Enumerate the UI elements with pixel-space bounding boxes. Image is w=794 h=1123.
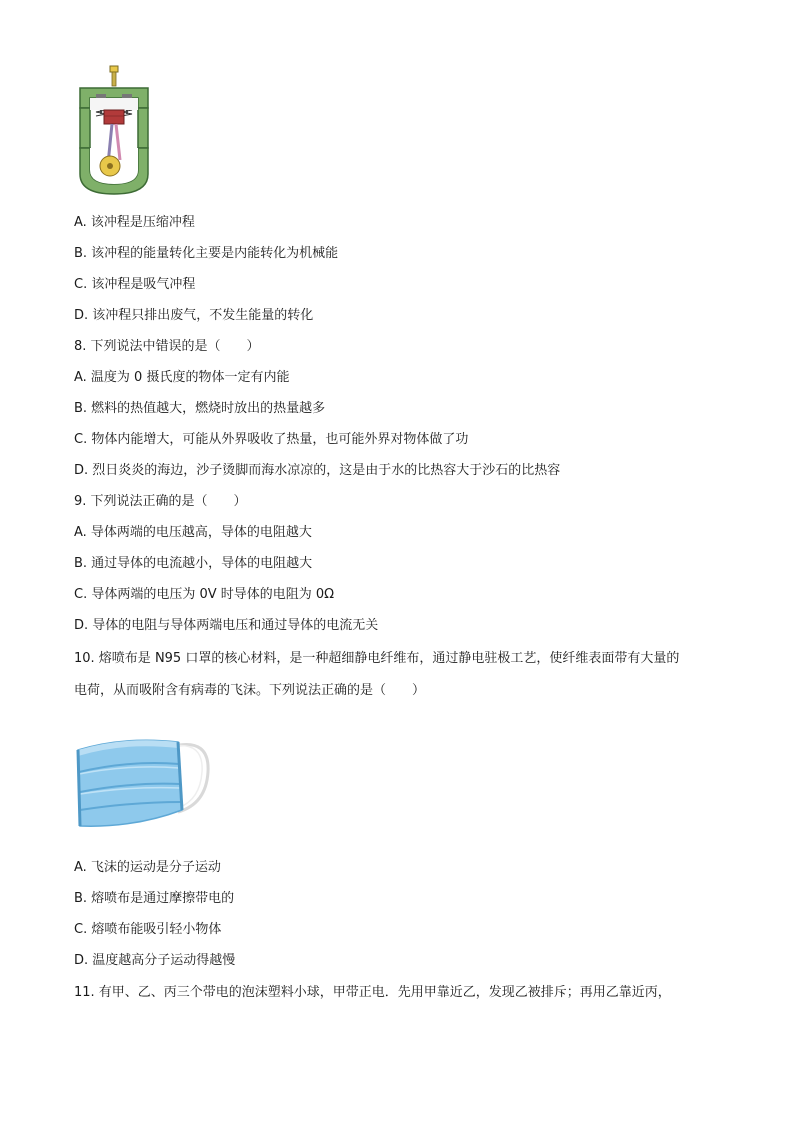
q10-stem-line2: 电荷，从而吸附含有病毒的飞沫。下列说法正确的是（ ） [74, 683, 426, 698]
q7-option-b: B. 该冲程的能量转化主要是内能转化为机械能 [74, 246, 339, 261]
q10-option-a: A. 飞沫的运动是分子运动 [74, 860, 221, 875]
q9-option-d: D. 导体的电阻与导体两端电压和通过导体的电流无关 [74, 618, 379, 633]
q9-option-c: C. 导体两端的电压为 0V 时导体的电阻为 0Ω [74, 587, 335, 602]
q7-option-d: D. 该冲程只排出废气，不发生能量的转化 [74, 308, 314, 323]
q7-option-c: C. 该冲程是吸气冲程 [74, 277, 196, 292]
q10-option-b: B. 熔喷布是通过摩擦带电的 [74, 891, 235, 906]
q10-stem-line1: 10. 熔喷布是 N95 口罩的核心材料，是一种超细静电纤维布，通过静电驻极工艺，使纤维表面带有大量的 [74, 651, 680, 666]
q10-option-d: D. 温度越高分子运动得越慢 [74, 953, 236, 968]
q8-option-b: B. 燃料的热值越大，燃烧时放出的热量越多 [74, 401, 326, 416]
q11-stem-line1: 11. 有甲、乙、丙三个带电的泡沫塑料小球，甲带正电．先用甲靠近乙，发现乙被排斥；再用乙靠近丙， [74, 985, 671, 1000]
q8-option-d: D. 烈日炎炎的海边，沙子烫脚而海水凉凉的，这是由于水的比热容大于沙石的比热容 [74, 463, 561, 478]
q9-stem: 9. 下列说法正确的是（ ） [74, 494, 247, 509]
q9-option-b: B. 通过导体的电流越小，导体的电阻越大 [74, 556, 313, 571]
engine-stroke-diagram-icon [74, 64, 154, 198]
q9-option-a: A. 导体两端的电压越高，导体的电阻越大 [74, 525, 312, 540]
q8-stem: 8. 下列说法中错误的是（ ） [74, 339, 260, 354]
q7-option-a: A. 该冲程是压缩冲程 [74, 215, 195, 230]
surgical-mask-icon [74, 728, 212, 832]
q8-option-a: A. 温度为 0 摄氏度的物体一定有内能 [74, 370, 290, 385]
q10-option-c: C. 熔喷布能吸引轻小物体 [74, 922, 222, 937]
q8-option-c: C. 物体内能增大，可能从外界吸收了热量，也可能外界对物体做了功 [74, 432, 469, 447]
